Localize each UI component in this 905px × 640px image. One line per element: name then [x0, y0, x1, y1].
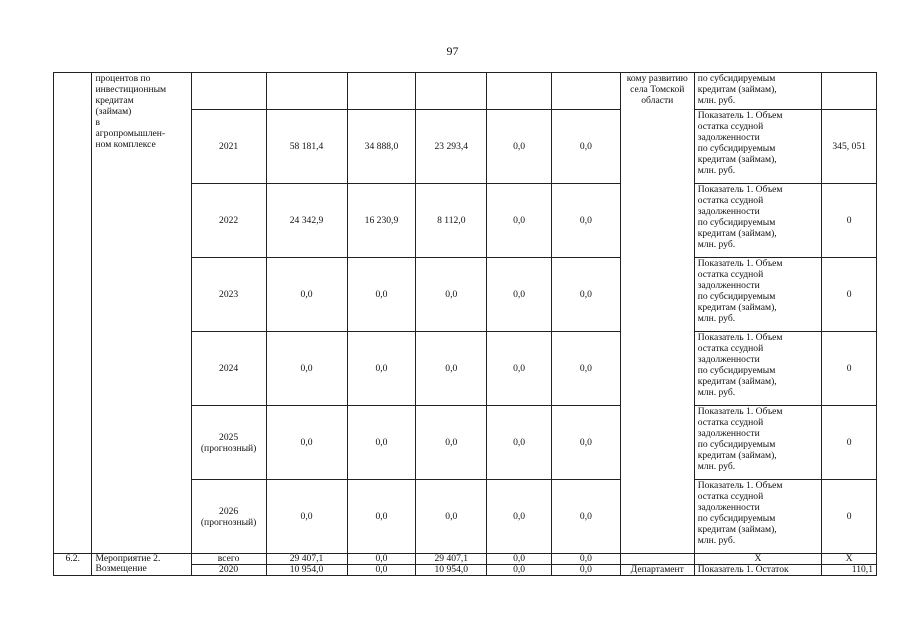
year-cell: 2026 (прогнозный): [191, 480, 266, 554]
regional-cell: 8 112,0: [416, 184, 487, 258]
indicator-value-cell: 110,1: [822, 565, 877, 576]
executor-cell: кому развитию села Томской области: [620, 73, 694, 554]
indicator-value-cell: 0: [822, 332, 877, 406]
number-cell: 6.2.: [54, 554, 92, 576]
local-cell: 0,0: [487, 554, 552, 565]
indicator-value-cell: 0: [822, 406, 877, 480]
federal-cell: 0,0: [347, 480, 416, 554]
extra-budget-cell: 0,0: [552, 554, 621, 565]
indicator-cell: Показатель 1. Объем остатка ссудной задолженности по субсидируемым кредитам (займам), млн. руб.: [694, 332, 822, 406]
year-cell: 2024: [191, 332, 266, 406]
total-cell: 0,0: [266, 406, 347, 480]
extra-budget-cell: 0,0: [552, 258, 621, 332]
federal-cell: 0,0: [347, 332, 416, 406]
indicator-cell: Показатель 1. Объем остатка ссудной задолженности по субсидируемым кредитам (займам), млн. руб.: [694, 258, 822, 332]
total-cell: 0,0: [266, 258, 347, 332]
extra-budget-cell: 0,0: [552, 565, 621, 576]
regional-cell: 23 293,4: [416, 110, 487, 184]
federal-cell: 0,0: [347, 258, 416, 332]
regional-cell: 29 407,1: [416, 554, 487, 565]
program-table: [53, 72, 877, 576]
total-cell: 0,0: [266, 332, 347, 406]
table-row: [54, 554, 877, 565]
local-cell: 0,0: [487, 258, 552, 332]
total-cell: 29 407,1: [266, 554, 347, 565]
federal-cell: 16 230,9: [347, 184, 416, 258]
year-cell: 2022: [191, 184, 266, 258]
indicator-cell: Показатель 1. Объем остатка ссудной задолженности по субсидируемым кредитам (займам), млн. руб.: [694, 110, 822, 184]
year-cell: 2021: [191, 110, 266, 184]
indicator-value-cell: 0: [822, 258, 877, 332]
indicator-value-cell: Х: [822, 554, 877, 565]
regional-cell: 0,0: [416, 406, 487, 480]
extra-budget-cell: 0,0: [552, 332, 621, 406]
regional-cell: 0,0: [416, 332, 487, 406]
indicator-value-cell: 0: [822, 184, 877, 258]
page-number: 97: [446, 44, 459, 58]
indicator-cell: Показатель 1. Остаток: [694, 565, 822, 576]
local-cell: 0,0: [487, 406, 552, 480]
year-cell: 2025 (прогнозный): [191, 406, 266, 480]
total-cell: 0,0: [266, 480, 347, 554]
indicator-cell: Показатель 1. Объем остатка ссудной задолженности по субсидируемым кредитам (займам), млн. руб.: [694, 480, 822, 554]
indicator-cell: Показатель 1. Объем остатка ссудной задолженности по субсидируемым кредитам (займам), млн. руб.: [694, 406, 822, 480]
indicator-cell: по субсидируемым кредитам (займам), млн. руб.: [694, 73, 822, 110]
number-cell: [54, 73, 92, 554]
year-cell: 2023: [191, 258, 266, 332]
federal-cell: 0,0: [347, 565, 416, 576]
total-cell: 10 954,0: [266, 565, 347, 576]
extra-budget-cell: 0,0: [552, 184, 621, 258]
year-cell: всего: [191, 554, 266, 565]
executor-cell: Департамент: [620, 565, 694, 576]
event-name-cell: Мероприятие 2. Возмещение: [92, 554, 191, 576]
local-cell: 0,0: [487, 332, 552, 406]
indicator-cell: Показатель 1. Объем остатка ссудной задолженности по субсидируемым кредитам (займам), млн. руб.: [694, 184, 822, 258]
extra-budget-cell: 0,0: [552, 406, 621, 480]
local-cell: 0,0: [487, 480, 552, 554]
indicator-value-cell: 0: [822, 480, 877, 554]
total-cell: 58 181,4: [266, 110, 347, 184]
indicator-value-cell: 345, 051: [822, 110, 877, 184]
indicator-cell: Х: [694, 554, 822, 565]
regional-cell: 0,0: [416, 258, 487, 332]
local-cell: 0,0: [487, 184, 552, 258]
federal-cell: 0,0: [347, 406, 416, 480]
year-cell: 2020: [191, 565, 266, 576]
regional-cell: 10 954,0: [416, 565, 487, 576]
event-name-cell: процентов по инвестиционным кредитам (займам) в агропромышлен- ном комплексе: [92, 73, 191, 554]
extra-budget-cell: 0,0: [552, 110, 621, 184]
executor-cell: [620, 554, 694, 565]
federal-cell: 34 888,0: [347, 110, 416, 184]
extra-budget-cell: 0,0: [552, 480, 621, 554]
total-cell: 24 342,9: [266, 184, 347, 258]
federal-cell: 0,0: [347, 554, 416, 565]
regional-cell: 0,0: [416, 480, 487, 554]
table-row: [54, 73, 877, 110]
local-cell: 0,0: [487, 110, 552, 184]
local-cell: 0,0: [487, 565, 552, 576]
